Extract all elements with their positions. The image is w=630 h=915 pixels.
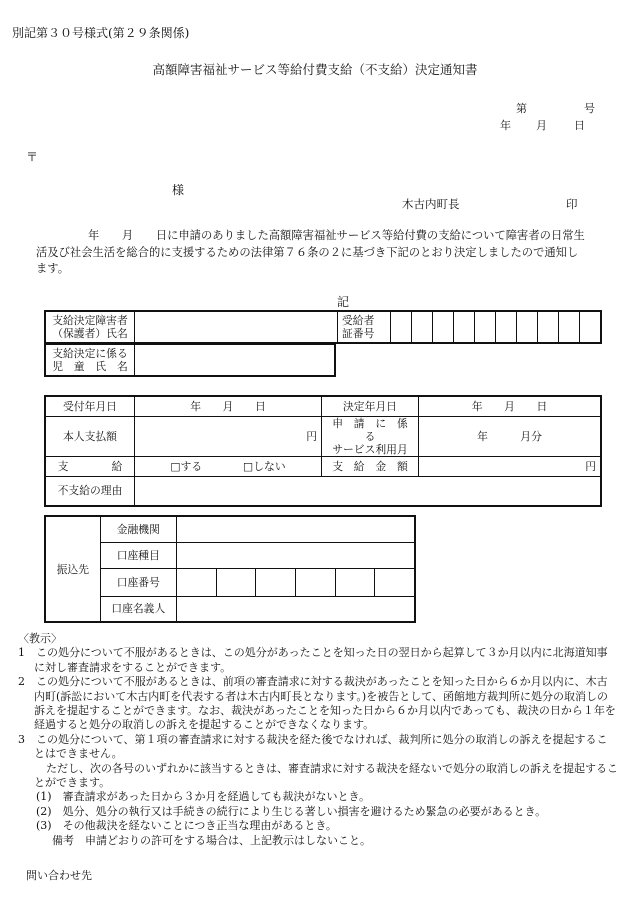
account-digit[interactable] <box>176 568 216 596</box>
no-label: 第 <box>516 102 527 115</box>
cert-digit[interactable] <box>517 311 538 343</box>
amount-field[interactable]: 円 <box>419 456 602 476</box>
cert-digit[interactable] <box>391 311 412 343</box>
notice-sub-1: (1) 審査請求があった日から３か月を経過しても裁決がないとき。 <box>36 790 371 804</box>
cert-digit[interactable] <box>412 311 433 343</box>
cert-digit[interactable] <box>559 311 580 343</box>
received-date-field[interactable]: 年 月 日 <box>135 396 322 416</box>
notice-item-2: 2 この処分について不服があるときは、前項の審査請求に対する裁決があったことを知った日から６か月以内に、木古内町(訴訟において木古内町を代表する者は木古内町長となります。)を被告として、函館地方裁判所に処分の取消しの訴えを提起することができます。なお、裁決があったことを知った日から６か月以内であっても、裁決の日から１年を経過すると処分の取消しの訴えを提起することができなくなります。 <box>18 675 616 732</box>
issuer-name: 木古内町長 <box>402 197 460 211</box>
decided-person-field[interactable] <box>135 311 338 343</box>
postal-mark: 〒 <box>26 150 39 164</box>
bank-group-label: 振込先 <box>45 516 100 622</box>
notice-remark: 備考 申請どおりの許可をする場合は、上記教示はしないこと。 <box>52 833 371 847</box>
cert-digit[interactable] <box>580 311 602 343</box>
notice-item-3b: ただし、次の各号のいずれかに該当するときは、審査請求に対する裁決を経ないで処分の取消しの訴えを提起することができます。 <box>34 761 618 790</box>
account-holder-field[interactable] <box>176 596 415 622</box>
child-name-field[interactable] <box>135 344 336 376</box>
cert-digit[interactable] <box>538 311 559 343</box>
cert-digit[interactable] <box>454 311 475 343</box>
amount-label: 支 給 金 額 <box>322 456 419 476</box>
date-year: 年 <box>500 119 511 132</box>
date-day: 日 <box>574 119 585 132</box>
notice-item-3: 3 この処分について、第１項の審査請求に対する裁決を経た後でなければ、裁判所に処分の取消しの訴えを提起することはできません。 <box>18 732 608 761</box>
body-paragraph <box>36 228 588 278</box>
decision-date-field[interactable]: 年 月 日 <box>419 396 602 416</box>
notice-sub-3: (3) その他裁決を経ないことにつき正当な理由があるとき。 <box>36 819 337 833</box>
date-month: 月 <box>536 119 547 132</box>
account-no-label: 口座番号 <box>100 568 176 596</box>
service-month-field[interactable]: 年 月分 <box>419 416 602 456</box>
cert-label: 受給者 証番号 <box>338 311 391 343</box>
notice-sub-2: (2) 処分、処分の執行又は手続きの続行により生じる著しい損害を避けるため緊急の必要があるとき。 <box>36 804 547 818</box>
notice-item-1: 1 この処分について不服があるときは、この処分があったことを知った日の翌日から起算して３か月以内に北海道知事に対し審査請求をすることができます。 <box>18 646 608 674</box>
body-text: 年 月 日に申請のありました高額障害福祉サービス等給付費の支給について障害者の日常生活及び社会生活を総合的に支援するための法律第７６条の２に基づき下記のとおり決定しましたので通知します。 <box>36 229 585 275</box>
notice-heading: 〈教示〉 <box>18 632 62 645</box>
account-type-label: 口座種目 <box>100 542 176 568</box>
received-date-label: 受付年月日 <box>45 396 135 416</box>
ki-mark: 記 <box>337 295 350 309</box>
honorific: 様 <box>172 183 185 197</box>
seal-mark: 印 <box>566 197 578 211</box>
inquiry-label: 問い合わせ先 <box>26 869 92 882</box>
account-holder-label: 口座名義人 <box>100 596 176 622</box>
bank-table <box>44 515 416 623</box>
account-digit[interactable] <box>375 568 415 596</box>
child-label: 支給決定に係る 児 童 氏 名 <box>45 344 135 376</box>
self-pay-label: 本人支払額 <box>45 416 135 456</box>
notice-section <box>18 632 618 848</box>
document-title: 高額障害福祉サービス等給付費支給（不支給）決定通知書 <box>152 62 478 77</box>
self-pay-field[interactable]: 円 <box>135 416 322 456</box>
decided-person-label: 支給決定障害者 （保護者）氏名 <box>45 311 135 343</box>
service-month-label: 申 請 に 係 る サービス利用月 <box>322 416 419 456</box>
account-digit[interactable] <box>256 568 296 596</box>
cert-digit[interactable] <box>433 311 454 343</box>
payment-yes-checkbox[interactable]: □する <box>170 459 203 473</box>
reason-label: 不支給の理由 <box>45 476 135 506</box>
form-number: 別記第３０号様式(第２９条関係) <box>12 26 190 40</box>
account-digit[interactable] <box>335 568 375 596</box>
no-suffix: 号 <box>584 102 595 115</box>
payment-label: 支 給 <box>45 456 135 476</box>
bank-name-field[interactable] <box>176 516 415 542</box>
decision-table <box>44 395 602 507</box>
cert-digit[interactable] <box>475 311 496 343</box>
recipient-table <box>44 310 602 344</box>
child-table <box>44 343 336 377</box>
account-digit[interactable] <box>216 568 256 596</box>
reason-field[interactable] <box>135 476 602 506</box>
cert-digit[interactable] <box>496 311 517 343</box>
document-number <box>500 100 606 132</box>
bank-name-label: 金融機関 <box>100 516 176 542</box>
payment-options <box>135 456 322 476</box>
account-type-field[interactable] <box>176 542 415 568</box>
account-digit[interactable] <box>295 568 335 596</box>
payment-no-checkbox[interactable]: □しない <box>243 459 286 473</box>
decision-date-label: 決定年月日 <box>322 396 419 416</box>
